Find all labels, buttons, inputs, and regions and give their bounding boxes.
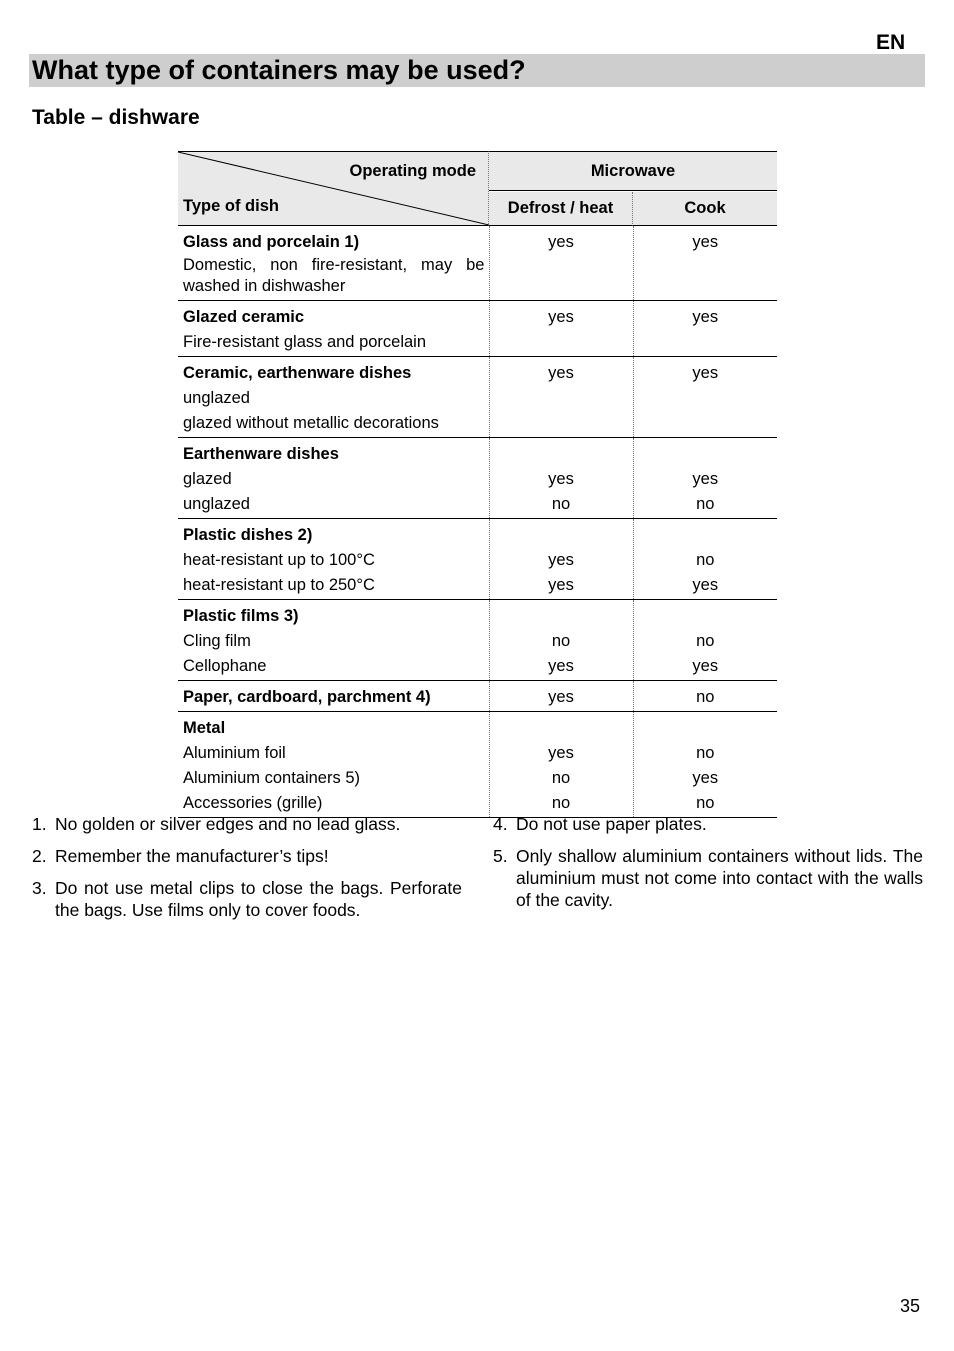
row-label: heat-resistant up to 100°C <box>183 551 375 569</box>
group-line: glazed without metallic decorations <box>183 414 439 432</box>
table-row <box>178 301 777 357</box>
footnotes-right <box>493 813 923 921</box>
defrost-value: no <box>551 769 571 787</box>
group-note: Fire-resistant glass and porcelain <box>183 333 427 351</box>
cook-value: no <box>696 495 715 513</box>
table-row <box>178 357 777 438</box>
footnote: 2. Remember the manufacturer’s tips! <box>32 846 329 866</box>
defrost-value: yes <box>548 364 574 382</box>
table-row <box>178 600 777 681</box>
row-label: Aluminium foil <box>183 744 286 762</box>
group-title: Glazed ceramic <box>183 308 305 326</box>
cook-value: yes <box>692 576 719 594</box>
page-title: What type of containers may be used? <box>32 55 526 85</box>
footnote: 3. Do not use metal clips to close the bags. Perforate the bags. Use films only to cover foods. <box>32 878 462 920</box>
footnote: 4. Do not use paper plates. <box>493 814 707 834</box>
row-label: glazed <box>183 470 232 488</box>
group-title: Glass and porcelain 1) <box>183 233 360 251</box>
microwave-header: Microwave <box>489 151 777 192</box>
header-diagonal-cell <box>178 151 489 226</box>
group-title: Earthenware dishes <box>183 445 339 463</box>
defrost-value: no <box>551 632 571 650</box>
cook-value: no <box>696 688 715 706</box>
cook-header: Cook <box>633 192 777 226</box>
defrost-value: no <box>551 495 571 513</box>
section-subtitle: Table – dishware <box>32 106 200 129</box>
table-row <box>178 519 777 600</box>
defrost-value: yes <box>548 551 574 569</box>
row-label: Accessories (grille) <box>183 794 323 812</box>
group-title: Paper, cardboard, parchment 4) <box>183 688 431 706</box>
defrost-value: yes <box>548 576 574 594</box>
title-bar <box>29 54 925 87</box>
row-label: Cellophane <box>183 657 267 675</box>
defrost-value: yes <box>548 233 574 251</box>
defrost-value: yes <box>548 470 574 488</box>
cook-value: yes <box>692 233 719 251</box>
operating-mode-label: Operating mode <box>349 162 476 180</box>
cook-value: no <box>696 794 715 812</box>
cook-value: yes <box>692 769 719 787</box>
group-title: Plastic films 3) <box>183 607 299 625</box>
defrost-value: yes <box>548 657 574 675</box>
footnotes-left <box>32 813 462 931</box>
dishware-table <box>178 151 777 818</box>
defrost-value: no <box>551 794 571 812</box>
type-of-dish-label: Type of dish <box>183 197 279 215</box>
footnote: 1. No golden or silver edges and no lead glass. <box>32 814 401 834</box>
cook-value: no <box>696 744 715 762</box>
group-line: unglazed <box>183 389 250 407</box>
defrost-value: yes <box>548 308 574 326</box>
row-label: Aluminium containers 5) <box>183 769 360 787</box>
defrost-value: yes <box>548 688 574 706</box>
defrost-header: Defrost / heat <box>489 192 633 226</box>
defrost-value: yes <box>548 744 574 762</box>
table-row <box>178 712 777 818</box>
cook-value: yes <box>692 308 719 326</box>
footnote: 5. Only shallow aluminium containers without lids. The aluminium must not come into contact with the walls of the cavity. <box>493 846 923 910</box>
cook-value: no <box>696 551 715 569</box>
cook-value: yes <box>692 657 719 675</box>
group-title: Metal <box>183 719 226 737</box>
language-code: EN <box>876 31 906 54</box>
row-label: heat-resistant up to 250°C <box>183 576 375 594</box>
group-title: Plastic dishes 2) <box>183 526 313 544</box>
row-label: Cling film <box>183 632 251 650</box>
row-label: unglazed <box>183 495 250 513</box>
cook-value: yes <box>692 364 719 382</box>
table-header-row <box>178 151 777 192</box>
group-note: Domestic, non fire-resistant, may be washed in dishwasher <box>183 256 485 295</box>
cook-value: yes <box>692 470 719 488</box>
cook-value: no <box>696 632 715 650</box>
table-row <box>178 438 777 519</box>
page-number: 35 <box>900 1296 921 1316</box>
table-row <box>178 681 777 712</box>
table-row <box>178 226 777 301</box>
group-title: Ceramic, earthenware dishes <box>183 364 412 382</box>
